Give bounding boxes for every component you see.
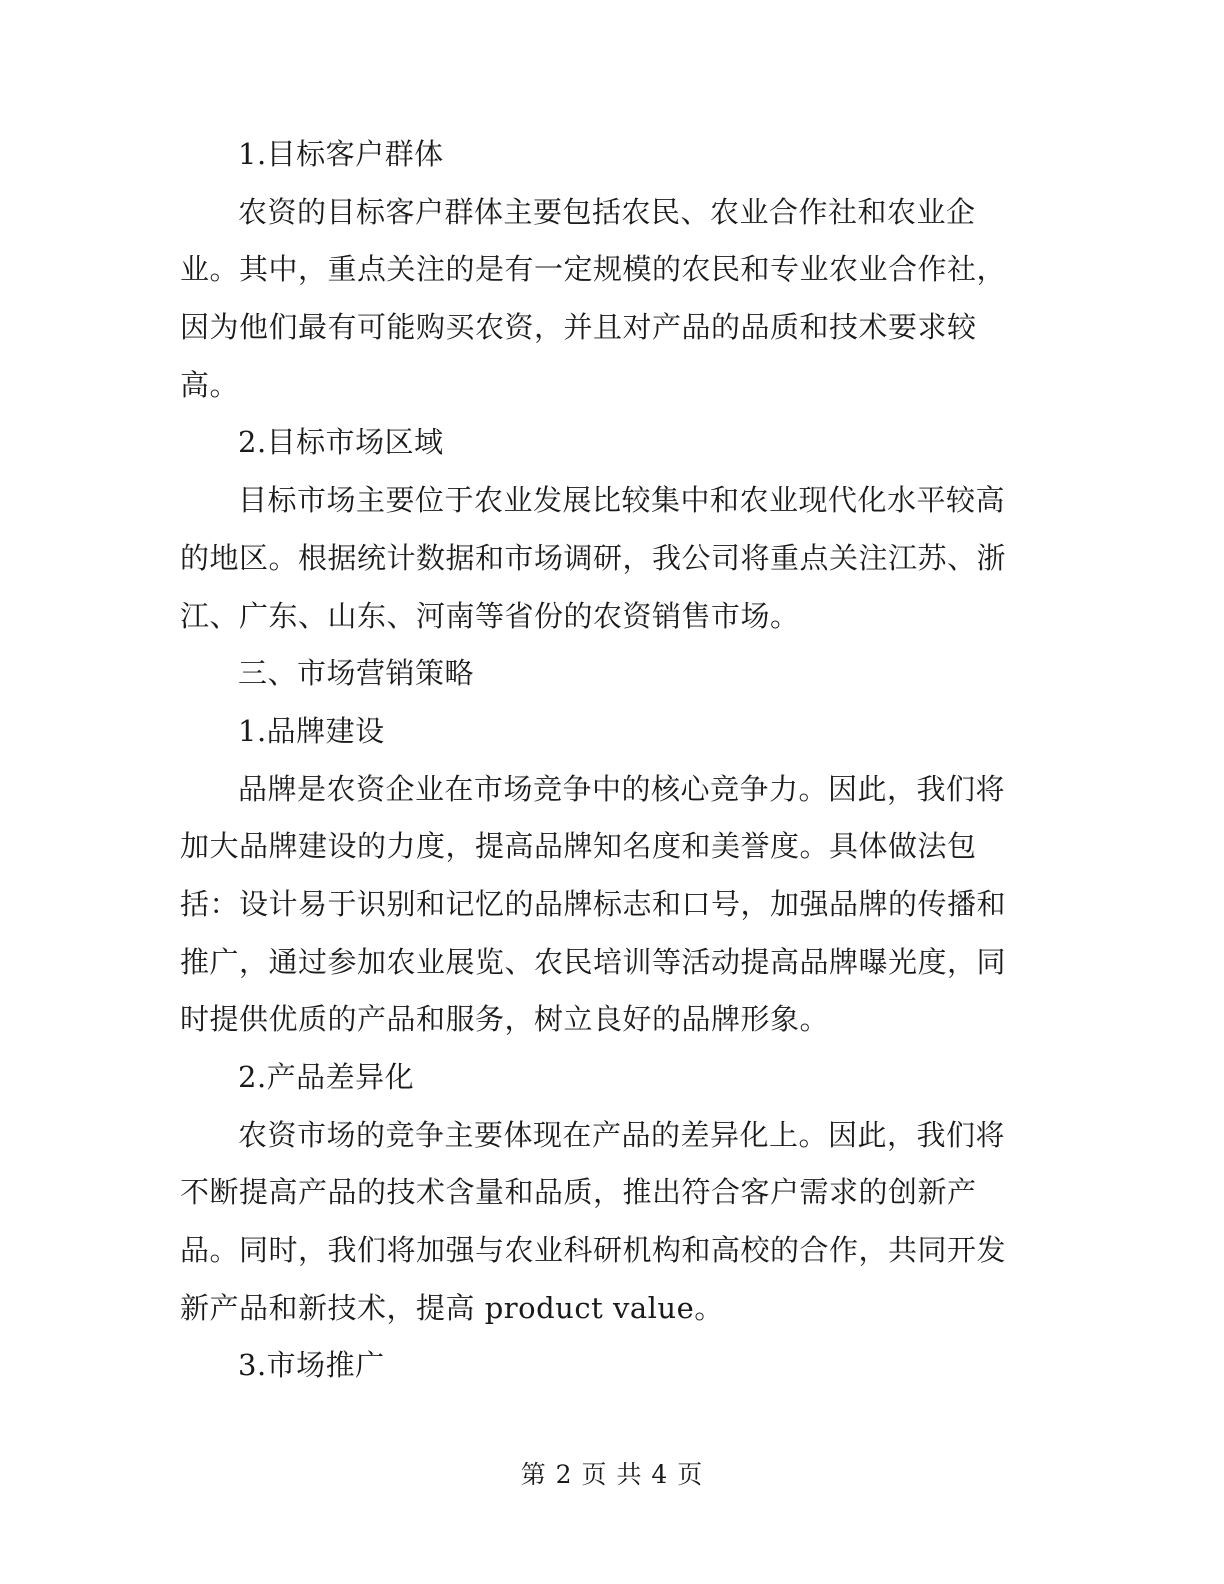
- paragraph-line: 加大品牌建设的力度，提高品牌知名度和美誉度。具体做法包: [180, 829, 977, 864]
- paragraph-line: 的地区。根据统计数据和市场调研，我公司将重点关注江苏、浙: [180, 540, 1007, 575]
- paragraph-line: 新产品和新技术，提高 product value。: [180, 1290, 724, 1325]
- heading-target-customers: 1.目标客户群体: [238, 137, 444, 171]
- paragraph-line: 目标市场主要位于农业发展比较集中和农业现代化水平较高: [238, 483, 1006, 518]
- section-heading-marketing: 三、市场营销策略: [238, 656, 475, 691]
- document-body: [180, 126, 1020, 1395]
- paragraph-line: 时提供优质的产品和服务，树立良好的品牌形象。: [180, 1002, 830, 1037]
- paragraph-line: 品。同时，我们将加强与农业科研机构和高校的合作，共同开发: [180, 1233, 1007, 1268]
- heading-promotion: 3.市场推广: [238, 1348, 385, 1383]
- paragraph-line: 江、广东、山东、河南等省份的农资销售市场。: [180, 598, 800, 633]
- heading-differentiation: 2.产品差异化: [238, 1060, 415, 1094]
- paragraph-line: 农资的目标客户群体主要包括农民、农业合作社和农业企: [238, 194, 976, 229]
- paragraph-line: 农资市场的竞争主要体现在产品的差异化上。因此，我们将: [238, 1117, 1006, 1152]
- paragraph-line: 不断提高产品的技术含量和品质，推出符合客户需求的创新产: [180, 1175, 977, 1210]
- paragraph-line: 高。: [180, 367, 240, 402]
- page-number-footer: 第 2 页 共 4 页: [520, 1460, 704, 1489]
- heading-brand: 1.品牌建设: [238, 713, 385, 748]
- paragraph-line: 因为他们最有可能购买农资，并且对产品的品质和技术要求较: [180, 310, 977, 345]
- paragraph-line: 括：设计易于识别和记忆的品牌标志和口号，加强品牌的传播和: [180, 886, 1007, 921]
- heading-target-region: 2.目标市场区域: [238, 425, 444, 460]
- paragraph-line: 品牌是农资企业在市场竞争中的核心竞争力。因此，我们将: [238, 771, 1006, 806]
- paragraph-line: 业。其中，重点关注的是有一定规模的农民和专业农业合作社，: [180, 252, 1007, 287]
- paragraph-line: 推广，通过参加农业展览、农民培训等活动提高品牌曝光度，同: [180, 944, 1007, 979]
